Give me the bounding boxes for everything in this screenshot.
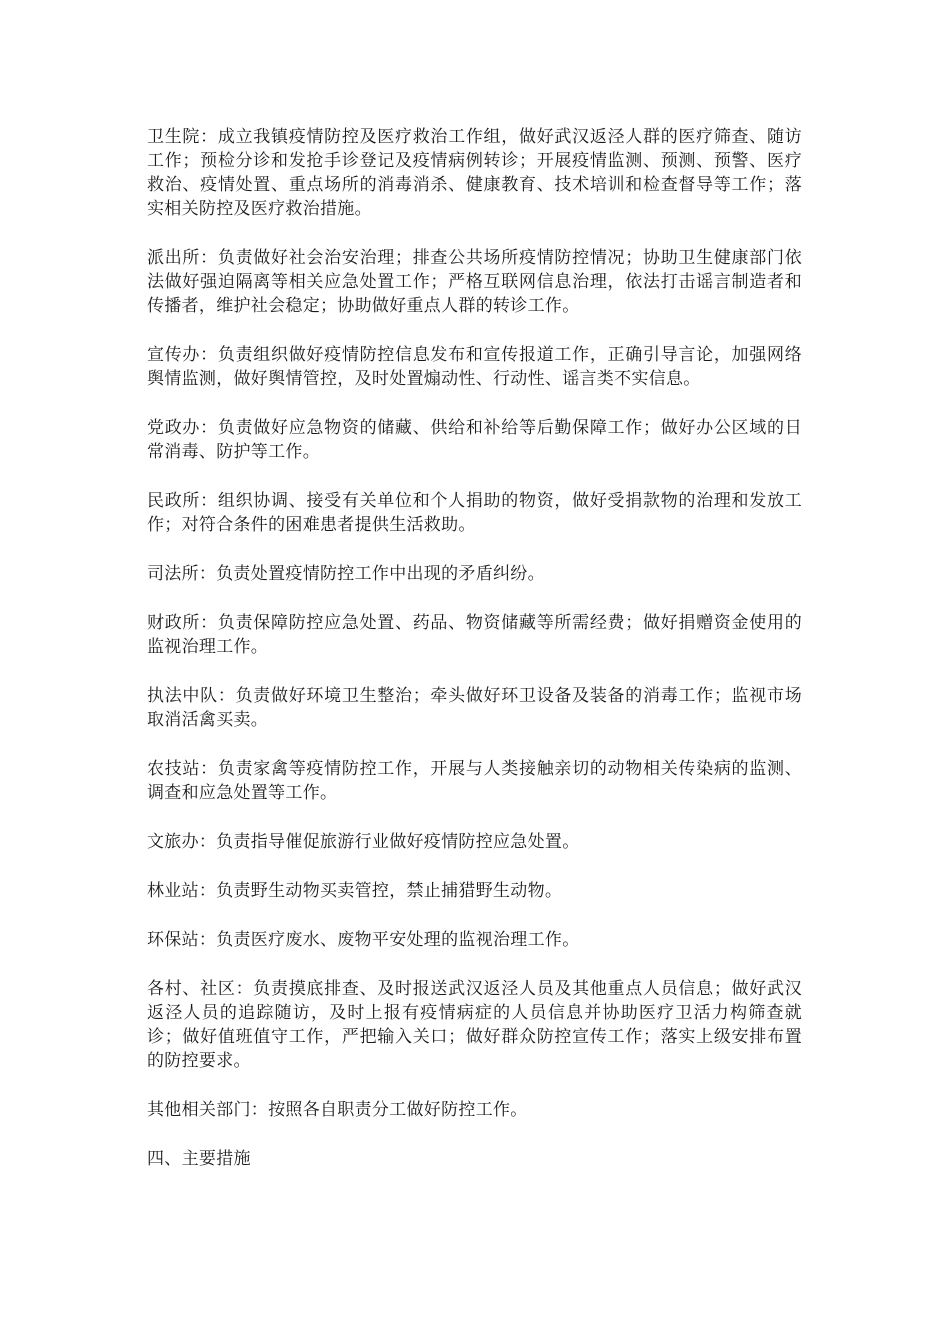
paragraph-other-departments: 其他相关部门：按照各自职责分工做好防控工作。 [147, 1100, 528, 1120]
section-heading: 四、主要措施 [147, 1149, 251, 1169]
paragraph-health-center: 卫生院：成立我镇疫情防控及医疗救治工作组，做好武汉返泾人群的医疗筛查、随访工作；预检分诊和发抢手诊登记及疫情病例转诊；开展疫情监测、预测、预警、医疗救治、疫情处置、重点场所的消毒消杀、健康教育、技术培训和检查督导等工作；落实相关防控及医疗救治措施。 [147, 127, 802, 219]
paragraph-environment-station: 环保站：负责医疗废水、废物平安处理的监视治理工作。 [147, 930, 580, 950]
paragraph-judicial-office: 司法所：负责处置疫情防控工作中出现的矛盾纠纷。 [147, 564, 545, 584]
paragraph-villages-communities: 各村、社区：负责摸底排查、及时报送武汉返泾人员及其他重点人员信息；做好武汉返泾人员的追踪随访，及时上报有疫情病症的人员信息并协助医疗卫活力构筛查就诊；做好值班值守工作，严把输入关口；做好群众防控宣传工作；落实上级安排布置的防控要求。 [147, 979, 802, 1071]
paragraph-party-office: 党政办：负责做好应急物资的储藏、供给和补给等后勤保障工作；做好办公区域的日常消毒、防护等工作。 [147, 418, 802, 462]
paragraph-police-station: 派出所：负责做好社会治安治理；排查公共场所疫情防控情况；协助卫生健康部门依法做好强迫隔离等相关应急处置工作；严格互联网信息治理，依法打击谣言制造者和传播者，维护社会稳定；协助做好重点人群的转诊工作。 [147, 248, 802, 316]
paragraph-forestry-station: 林业站：负责野生动物买卖管控，禁止捕猎野生动物。 [147, 881, 563, 901]
paragraph-agri-tech-station: 农技站：负责家禽等疫情防控工作，开展与人类接触亲切的动物相关传染病的监测、调查和应急处置等工作。 [147, 759, 802, 803]
paragraph-civil-affairs: 民政所：组织协调、接受有关单位和个人捐助的物资，做好受捐款物的治理和发放工作；对符合条件的困难患者提供生活救助。 [147, 491, 802, 535]
paragraph-publicity-office: 宣传办：负责组织做好疫情防控信息发布和宣传报道工作，正确引导言论，加强网络舆情监测，做好舆情管控，及时处置煽动性、行动性、谣言类不实信息。 [147, 345, 802, 389]
paragraph-law-enforcement: 执法中队：负责做好环境卫生整治；牵头做好环卫设备及装备的消毒工作；监视市场取消活禽买卖。 [147, 686, 802, 730]
paragraph-culture-tourism: 文旅办：负责指导催促旅游行业做好疫情防控应急处置。 [147, 832, 580, 852]
document-page [147, 125, 802, 1171]
paragraph-finance-office: 财政所：负责保障防控应急处置、药品、物资储藏等所需经费；做好捐赠资金使用的监视治理工作。 [147, 613, 802, 657]
